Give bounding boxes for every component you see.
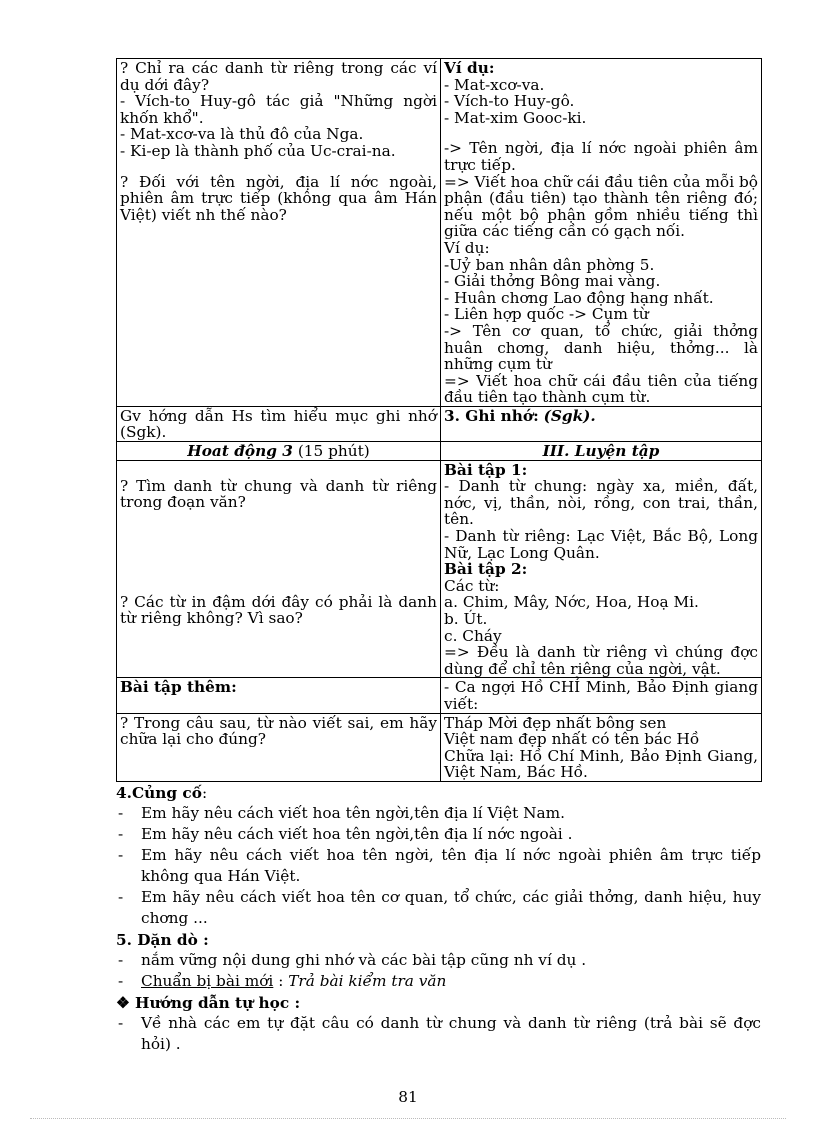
example-line: - Mat-xcơ-va là thủ đô của Nga.	[120, 125, 364, 144]
self-study-heading: ❖ Hướng dẫn tự học :	[116, 993, 301, 1012]
homework-list	[116, 950, 761, 992]
poem-line: Tháp Mời đẹp nhất bông sen	[444, 713, 667, 732]
content-column-cell	[441, 713, 762, 781]
content-column-cell	[441, 406, 762, 441]
list-item: - Em hãy nêu cách viết hoa tên ngời,tên địa lí Việt Nam.	[116, 803, 761, 824]
example-label: Ví dụ:	[444, 238, 490, 257]
example-line: - Giải thởng Bông mai vàng.	[444, 272, 661, 291]
example-line: -Uỷ ban nhân dân phờng 5.	[444, 255, 655, 274]
memo-line	[444, 408, 758, 425]
diamond-bullet-icon: ❖	[116, 993, 130, 1012]
example-line: - Mat-xim Gooc-ki.	[444, 108, 587, 127]
activity-heading: Hoat động 3 (15 phút)	[187, 442, 370, 461]
question-text: ? Đối với tên ngời, địa lí nớc ngoài, phiên âm trực tiếp (không qua âm Hán Việt) viết nh thế nào?	[120, 172, 437, 224]
content-column-cell	[441, 59, 762, 407]
self-study-list	[116, 1013, 761, 1055]
exercise-line: - Danh từ chung: ngày xa, miền, đất, nớc, vị, thần, nòi, rồng, con trai, thần, tên.	[444, 477, 758, 529]
exercise-line: b. Út.	[444, 610, 488, 628]
example-line: - Huân chơng Lao động hạng nhất.	[444, 288, 714, 307]
exercise-line: - Danh từ riêng: Lạc Việt, Bắc Bộ, Long Nữ, Lạc Long Quân.	[444, 527, 758, 562]
teacher-column-cell	[117, 406, 441, 441]
content-column-cell	[441, 442, 762, 461]
example-line: - Liên hợp quốc -> Cụm từ	[444, 305, 649, 324]
table-row	[117, 442, 762, 461]
exercise-heading: Bài tập 2:	[444, 560, 528, 579]
list-item: - nắm vững nội dung ghi nhớ và các bài tập cũng nh ví dụ .	[116, 950, 761, 971]
list-item: - Chuẩn bị bài mới : Trả bài kiểm tra văn	[116, 971, 761, 992]
list-item: - Em hãy nêu cách viết hoa tên ngời, tên địa lí nớc ngoài phiên âm trực tiếp không qua Hán Việt.	[116, 845, 761, 887]
memo-reference: (Sgk).	[543, 406, 596, 425]
exercise-line: => Đều là danh từ riêng vì chúng đợc dùng để chỉ tên riêng của ngời, vật.	[444, 643, 758, 678]
question-text: ? Chỉ ra các danh từ riêng trong các ví dụ dới đây?	[120, 59, 437, 94]
page-number: 81	[398, 1088, 418, 1106]
example-line: - Mat-xcơ-va.	[444, 75, 545, 94]
teacher-column-cell	[117, 713, 441, 781]
correction-line: Chữa lại: Hồ Chí Minh, Bảo Định Giang, Việt Nam, Bác Hồ.	[444, 746, 758, 782]
explanation-line: -> Tên ngời, địa lí nớc ngoài phiên âm trực tiếp.	[444, 139, 758, 174]
question-text: ? Tìm danh từ chung và danh từ riêng trong đoạn văn?	[120, 476, 437, 512]
rule-line: => Viết hoa chữ cái đầu tiên của mỗi bộ phận (đầu tiên) tạo thành tên riêng đó; nếu một bộ phận gồm nhiều tiếng thì giữa các tiếng cần có gạch nối.	[444, 172, 758, 241]
list-item: - Em hãy nêu cách viết hoa tên cơ quan, tổ chức, các giải thởng, danh hiệu, huy chơng ...	[116, 887, 761, 929]
table-row	[117, 460, 762, 678]
list-item: - Về nhà các em tự đặt câu có danh từ chung và danh từ riêng (trả bài sẽ đợc hỏi) .	[116, 1013, 761, 1055]
instruction-text: Gv hớng dẫn Hs tìm hiểu mục ghi nhớ (Sgk).	[120, 406, 437, 442]
prepare-value: Trả bài kiểm tra văn	[288, 971, 447, 990]
question-text: ? Các từ in đậm dới đây có phải là danh từ riêng không? Vì sao?	[120, 592, 437, 628]
exercise-line: Các từ:	[444, 576, 500, 595]
footer-divider	[30, 1118, 786, 1119]
exercise-line: - Ca ngợi Hồ CHỈ Minh, Bảo Định giang viết:	[444, 678, 758, 713]
example-line: - Ki-ep là thành phố của Uc-crai-na.	[120, 141, 396, 160]
teacher-column-cell	[117, 678, 441, 713]
explanation-line: -> Tên cơ quan, tổ chức, giải thởng huân chơng, danh hiệu, thởng... là những cụm từ	[444, 321, 758, 374]
section-heading: III. Luyện tập	[542, 442, 660, 461]
teacher-column-cell	[117, 442, 441, 461]
page-content	[116, 58, 761, 1055]
list-item: - Em hãy nêu cách viết hoa tên ngời,tên địa lí nớc ngoài .	[116, 824, 761, 845]
extra-exercise-heading: Bài tập thêm:	[120, 678, 237, 697]
table-row	[117, 713, 762, 781]
exercise-line: a. Chim, Mây, Nớc, Hoa, Hoạ Mi.	[444, 593, 699, 612]
consolidation-list	[116, 803, 761, 929]
example-line: - Vích-to Huy-gô.	[444, 92, 575, 111]
table-row	[117, 406, 762, 441]
rule-line: => Viết hoa chữ cái đầu tiên của tiếng đầu tiên tạo thành cụm từ.	[444, 371, 758, 407]
exercise-line: c. Cháy	[444, 626, 502, 645]
example-heading: Ví dụ:	[444, 59, 495, 77]
teacher-column-cell	[117, 59, 441, 407]
consolidation-heading: 4.Củng cố:	[116, 783, 208, 802]
example-line: - Vích-to Huy-gô tác giả "Những ngời khốn khổ".	[120, 92, 437, 127]
table-row	[117, 678, 762, 713]
content-column-cell	[441, 460, 762, 678]
teacher-column-cell	[117, 460, 441, 678]
lesson-table	[116, 58, 762, 782]
table-row	[117, 59, 762, 407]
memo-heading: 3. Ghi nhớ:	[444, 406, 539, 425]
exercise-heading: Bài tập 1:	[444, 460, 528, 479]
homework-heading: 5. Dặn dò :	[116, 930, 209, 949]
poem-line: Việt nam đẹp nhất có tên bác Hồ	[444, 730, 700, 749]
prepare-label: Chuẩn bị bài mới	[141, 971, 274, 990]
question-text: ? Trong câu sau, từ nào viết sai, em hãy chữa lại cho đúng?	[120, 713, 437, 749]
content-column-cell	[441, 678, 762, 713]
